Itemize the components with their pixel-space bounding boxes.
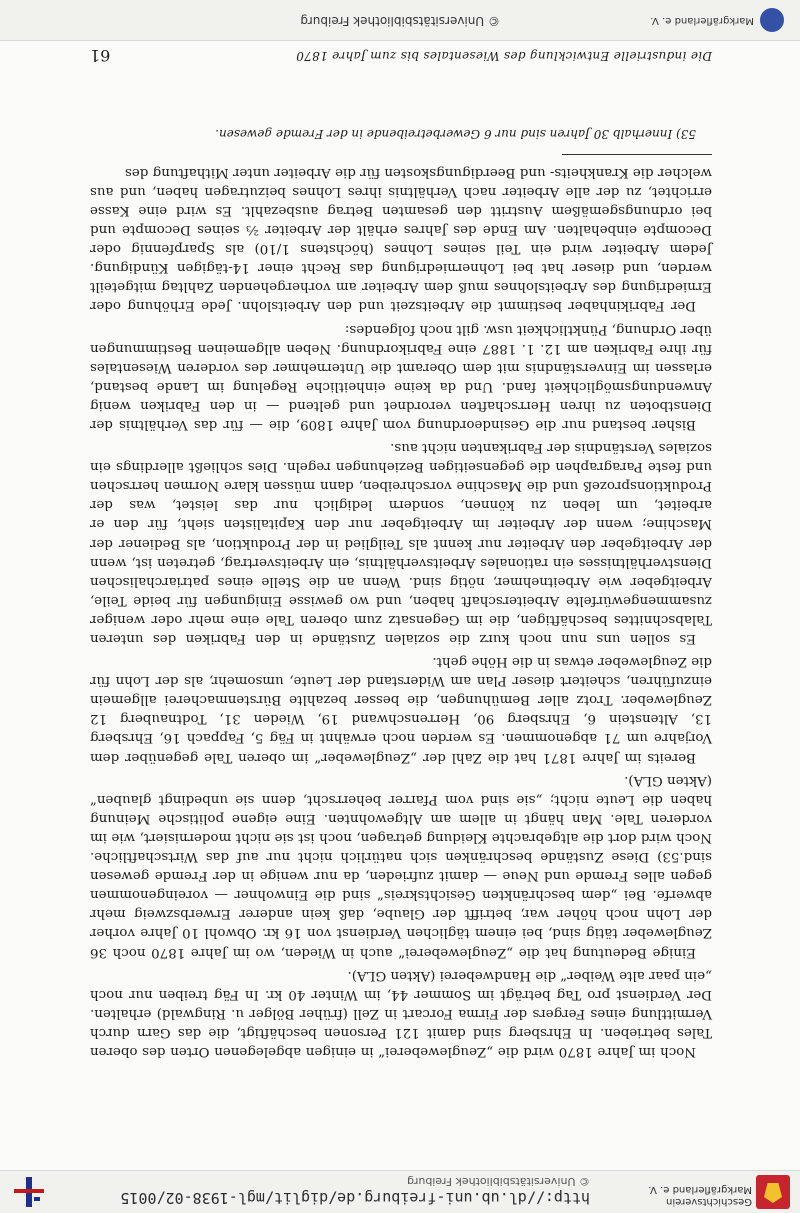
page-number: 61	[90, 46, 111, 65]
page-body	[90, 114, 712, 1061]
paragraph: Bereits im Jahre 1871 hat die Zahl der „Zeugleweber“ im oberen Tale gegenüber dem Vorjahre um 71 abgenommen. Es werden noch erwähnt in Fäg 5, Fappach 16, Ehrsberg 13, Altenstein 6, Ehrsberg 90, Herrenschwand 19, Wieden 31, Todtnauberg 12 Zeugleweber. Trotz aller Bemühungen, die besser bezahlte Bürstenmacherei allgemein einzuführen, scheitert dieser Plan am Widerstand der Leute, umsomehr, als der Lohn für die Zeugleweber etwas in die Höhe geht.	[90, 654, 712, 765]
university-library-logo-icon	[14, 1177, 44, 1207]
paragraph: Der Fabrikinhaber bestimmt die Arbeitszeit und den Arbeitslohn. Jede Erhöhung oder Erniedrigung des Arbeitslohnes muß dem Arbeiter am vorhergehenden Zahltag mitgeteilt werden, und dieser hat bei Lohnerniedrigung das Recht einer 14-tägigen Kündigung. Jedem Arbeiter wird ein Teil seines Lohnes (höchstens 1/10) als Sparpfennig oder Decompte einbehalten. Am Ende des Jahres erhält der Arbeiter ⅔ seines Decompte und bei ordnungsgemäßem Austritt den gesamten Betrag ausbezahlt. Es wird eine Kasse errichtet, zu der alle Arbeiter nach Verhältnis ihres Lohnes beizutragen haben, und aus welcher die Krankheits- und Beerdigungskosten für die Arbeiter unter Mithaftung des	[90, 164, 712, 314]
library-watermark-bar	[0, 1170, 800, 1213]
footnote: 53) Innerhalb 30 Jahren sind nur 6 Gewerbetreibende in der Fremde gewesen.	[215, 126, 696, 141]
society-name: Geschichtsverein Markgräflerland e. V.	[648, 1184, 752, 1207]
source-url[interactable]: http://dl.ub.uni-freiburg.de/diglit/mgl-1938-02/0015	[120, 1189, 590, 1207]
library-copyright: © Universitätsbibliothek Freiburg	[407, 1175, 590, 1188]
paragraph: Bisher bestand nur die Gesindeordnung vom Jahre 1809, die — für das Verhältnis der Dienstboten zu ihren Herrschaften verordnet und geltend — in den Fabriken wenig Anwendungsmöglichkeit fand. Und da keine einheitliche Regelung im Lande bestand, erlassen im Einverständnis mit dem Oberamt die Unternehmer des vorderen Wiesentales für ihre Fabriken am 12. 1. 1887 eine Fabrikordnung. Neben allgemeinen Bestimmungen über Ordnung, Pünktlichkeit usw. gilt noch folgendes:	[90, 321, 712, 432]
society-name-bottom: Markgräflerland e. V.	[650, 15, 754, 26]
footnote-divider	[562, 154, 712, 155]
paragraph: Es sollen uns nun noch kurz die sozialen Zustände in den Fabriken des unteren Talabschnittes beschäftigen, die im Gegensatz zum oberen Tale eine mehr oder weniger zusammengewürfelte Arbeiterschaft haben, und wo gewisse Einigungen für beide Teile, Arbeitgeber wie Arbeitnehmer, nötig sind. Wenn an die Stelle eines patriarchalischen Dienstverhältnisses ein rationales Arbeitsverhältnis, ein Arbeitsvertrag, getreten ist, wenn der Arbeitgeber den Arbeiter nur kennt als Teilglied in der Produktion, als Bediener der Maschine; wenn der Arbeiter im Arbeitgeber nur den Kapitalisten sieht, für den er arbeitet, um leben zu können, sondern lediglich nur das leistet, was der Produktionsprozeß und die Maschine vorschreiben, dann müssen klare Normen herrschen und feste Paragraphen die gegenseitigen Beziehungen regeln. Dies schließt allerdings ein soziales Verständnis der Fabrikanten nicht aus.	[90, 440, 712, 647]
running-head-title: Die industrielle Entwicklung des Wiesentales bis zum Jahre 1870	[295, 49, 712, 63]
paragraph: Einige Bedeutung hat die „Zeugleweberei“ auch in Wieden, wo im Jahre 1870 noch 36 Zeugleweber tätig sind, bei einem täglichen Verdienst von 16 kr. Obwohl 10 Jahre vorher der Lohn noch höher war, betrifft der Glaube, daß kein anderer Erwerbszweig mehr abwerfe. Bei „dem beschränkten Gesichtskreis“ sind die Einwohner — voreingenommen gegen alles Fremde und Neue — damit zufrieden, da nur wenige in der Fremde gewesen sind.53) Diese Zustände beschränken sich natürlich nicht nur auf das Wirtschaftliche. Noch wird dort die altgebrachte Kleidung getragen, noch ist sie nicht modernisiert, wie im vorderen Tale. Man hängt in allem am Altgewohnten. Eine eigene politische Meinung haben die Leute nicht; „sie sind vom Pfarrer beherrscht, denn sie unbedingt glauben“ (Akten GLA).	[90, 772, 712, 960]
library-copyright-bottom: © Universitätsbibliothek Freiburg	[300, 14, 500, 28]
paragraph: Noch im Jahre 1870 wird die „Zeugleweberei“ in einigen abgelegenen Orten des oberen Tales betrieben. In Ehrsberg sind damit 121 Personen beschäftigt, die das Garn durch Vermittlung eines Fergers der Firma Forcart in Zell (früher Bölger u. Ringwald) erhalten. Der Verdienst pro Tag beträgt im Sommer 44, im Winter 40 kr. In Fäg treiben nur noch „ein paar alte Weiber“ die Handweberei (Akten GLA).	[90, 967, 712, 1059]
society-crest-icon	[756, 1175, 790, 1209]
library-watermark-bar-bottom	[0, 0, 800, 41]
society-logo-icon	[760, 8, 784, 32]
